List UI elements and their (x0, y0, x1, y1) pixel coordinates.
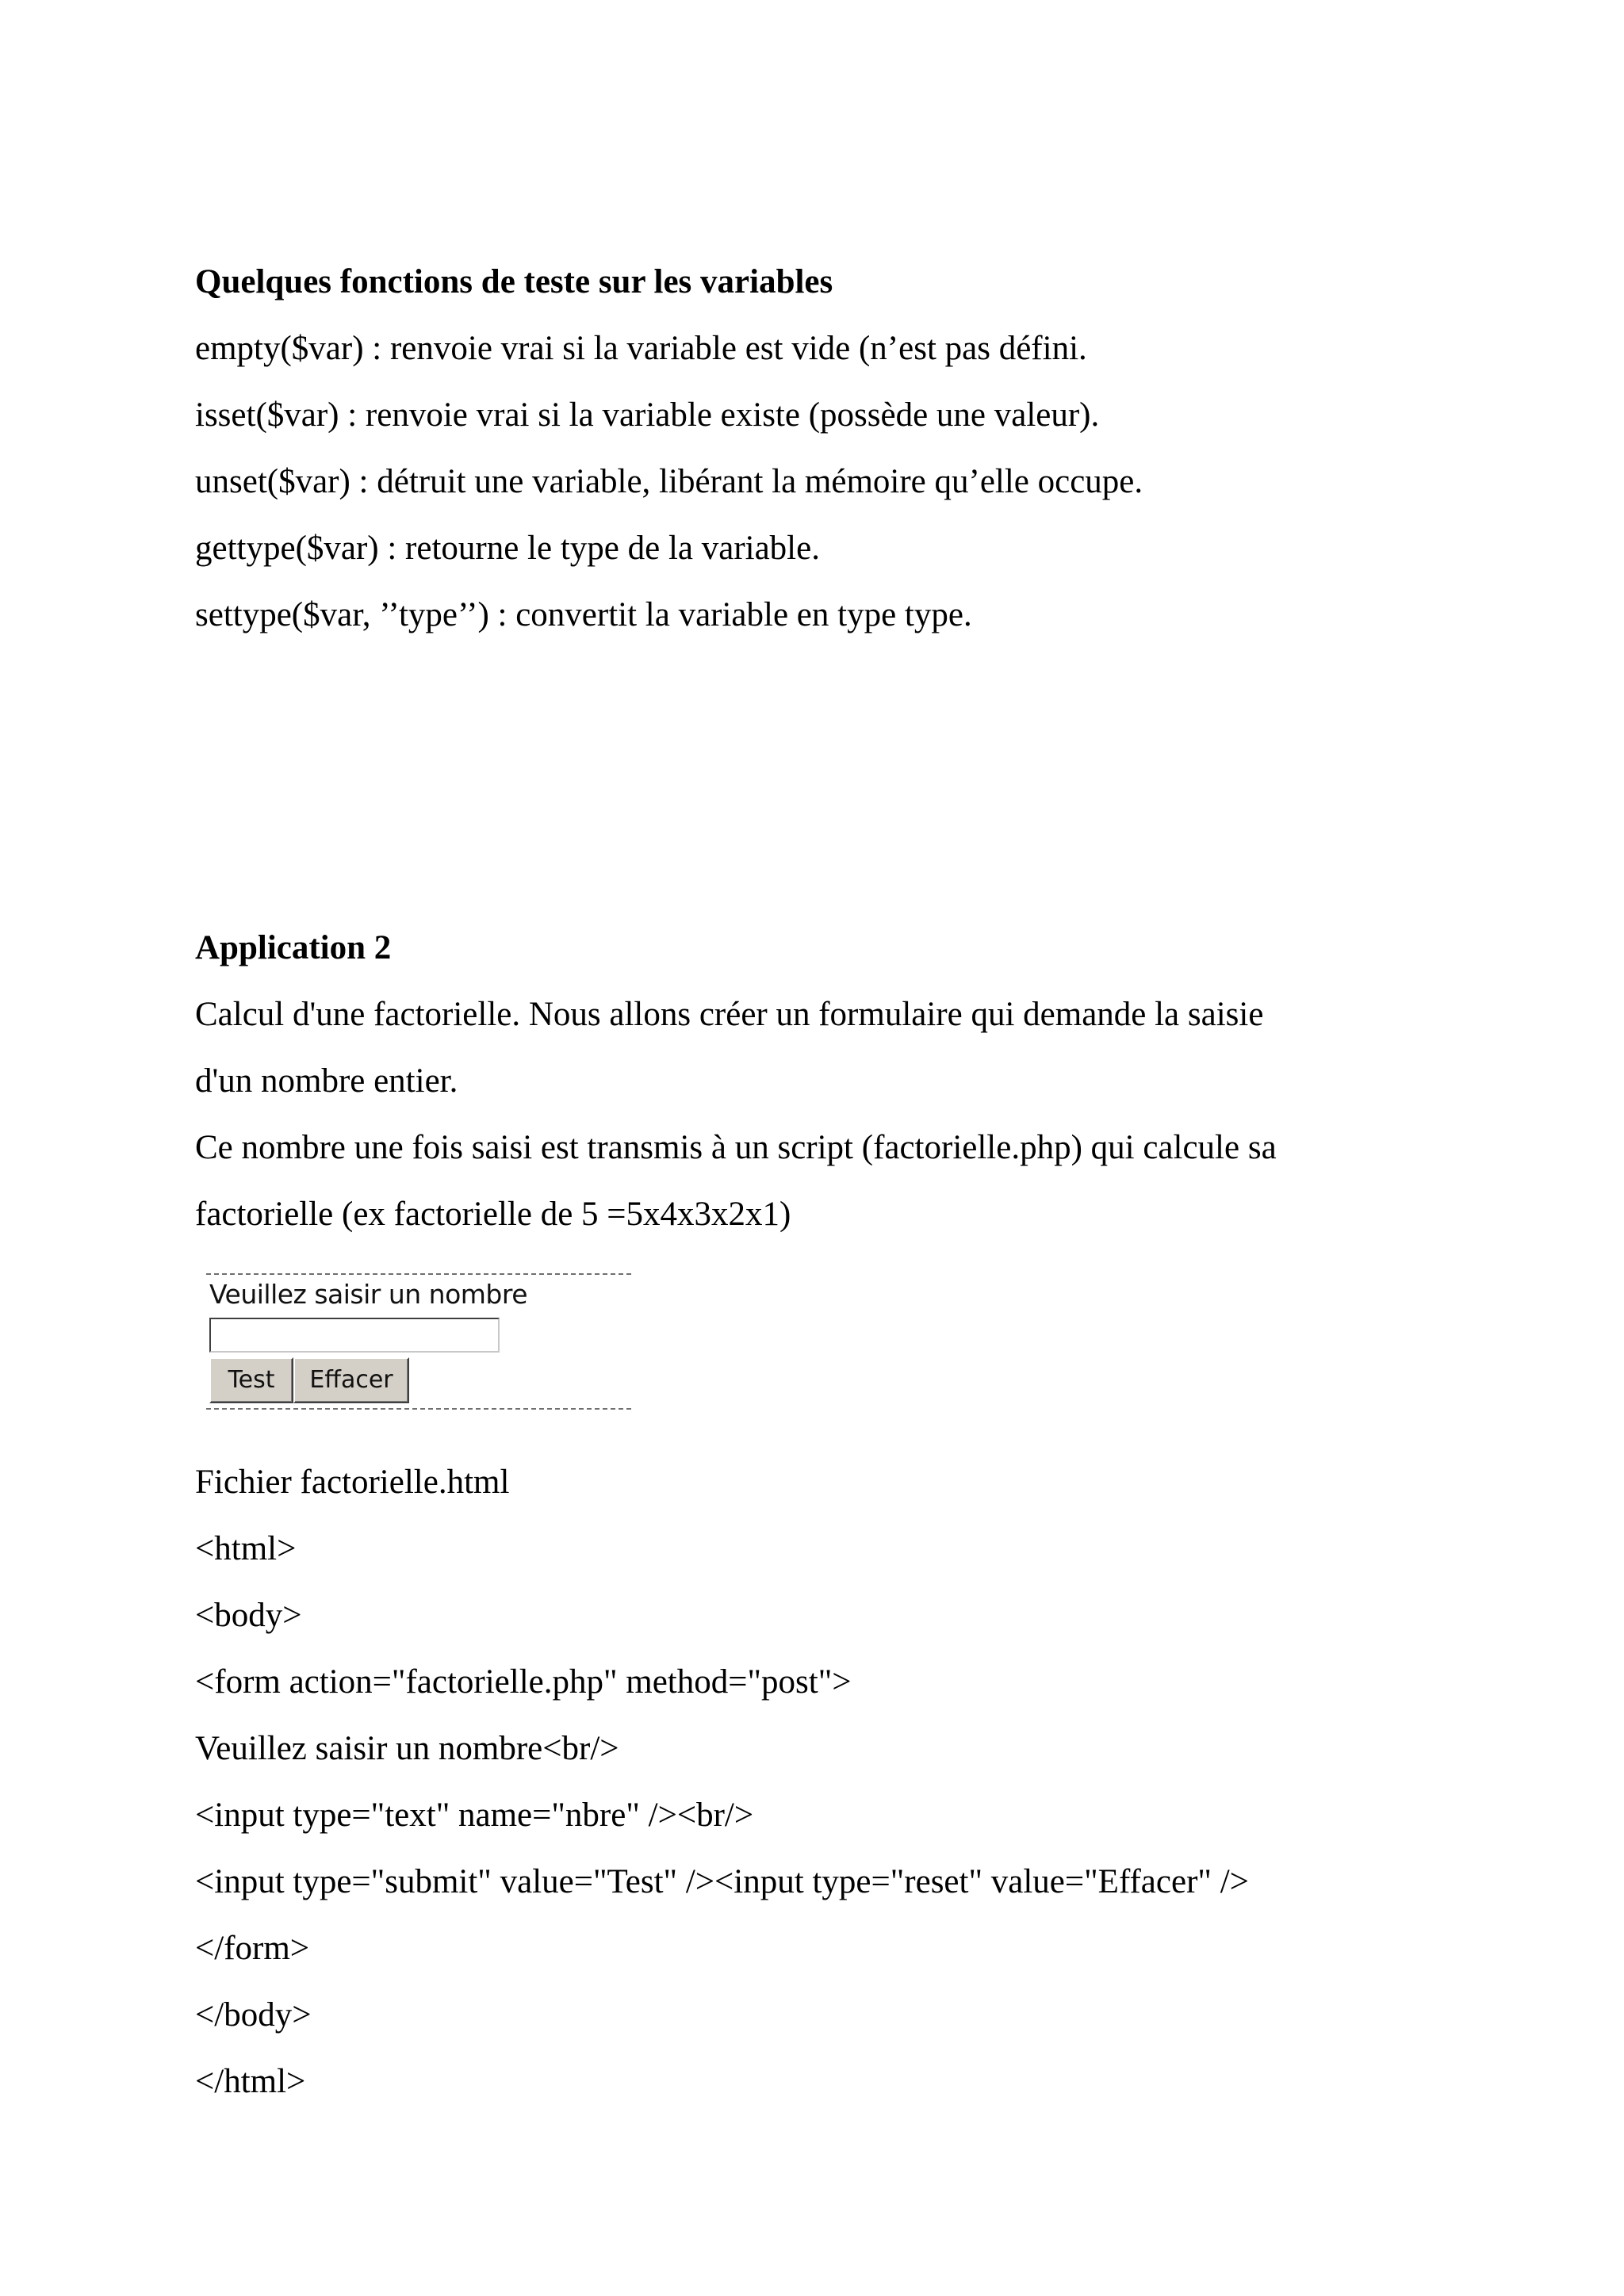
paragraph-line: Calcul d'une factorielle. Nous allons créer un formulaire qui demande la saisie (195, 996, 1264, 1033)
effacer-button[interactable]: Effacer (293, 1357, 409, 1403)
number-input[interactable] (209, 1318, 500, 1353)
text-line-settype: settype($var, ’’type’’) : convertit la variable en type type. (195, 596, 972, 633)
test-button[interactable]: Test (209, 1357, 293, 1403)
code-line: Veuillez saisir un nombre<br/> (195, 1730, 619, 1767)
text-line-isset: isset($var) : renvoie vrai si la variable existe (possède une valeur). (195, 396, 1100, 434)
code-line: <input type="text" name="nbre" /><br/> (195, 1797, 754, 1834)
section-heading-application-2: Application 2 (195, 929, 392, 966)
text-line-empty: empty($var) : renvoie vrai si la variable est vide (n’est pas défini. (195, 330, 1087, 367)
text-line-gettype: gettype($var) : retourne le type de la variable. (195, 530, 820, 567)
file-label: Fichier factorielle.html (195, 1464, 510, 1501)
code-line: <body> (195, 1597, 302, 1634)
text-line-unset: unset($var) : détruit une variable, libérant la mémoire qu’elle occupe. (195, 463, 1143, 500)
form-label: Veuillez saisir un nombre (209, 1279, 528, 1310)
section-heading-variable-tests: Quelques fonctions de teste sur les variables (195, 263, 833, 300)
form-preview (206, 1269, 631, 1413)
paragraph-line: factorielle (ex factorielle de 5 =5x4x3x2x1) (195, 1196, 791, 1233)
paragraph-line: Ce nombre une fois saisi est transmis à un script (factorielle.php) qui calcule sa (195, 1129, 1277, 1166)
code-line: <input type="submit" value="Test" /><input type="reset" value="Effacer" /> (195, 1863, 1249, 1900)
code-line: </html> (195, 2063, 306, 2100)
dashed-border-top (206, 1273, 631, 1275)
code-line: </body> (195, 1996, 312, 2034)
code-line: </form> (195, 1930, 310, 1967)
code-line: <html> (195, 1530, 297, 1567)
dashed-border-bottom (206, 1408, 631, 1410)
code-line: <form action="factorielle.php" method="post"> (195, 1663, 852, 1701)
paragraph-line: d'un nombre entier. (195, 1062, 458, 1100)
